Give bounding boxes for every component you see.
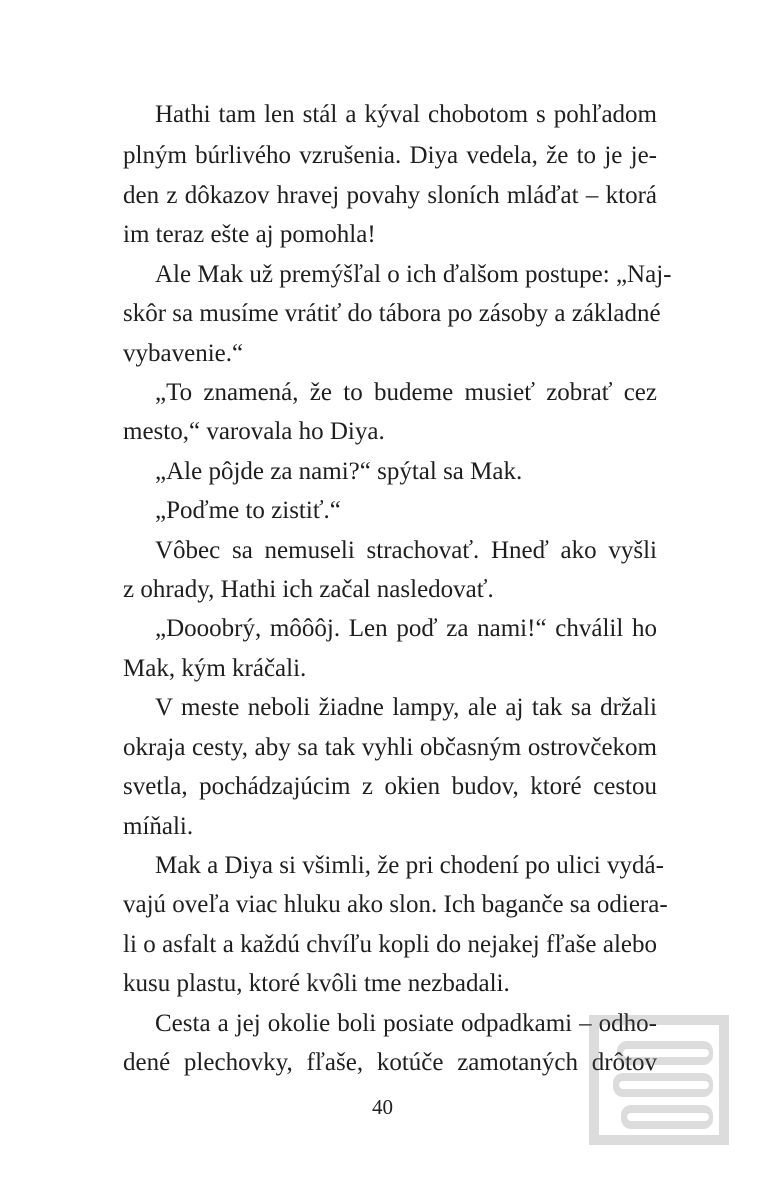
text-line-7: vybavenie.“ [123, 340, 244, 367]
text-line-11: „Poďme to zistiť.“ [155, 497, 341, 524]
book-stack-icon [583, 1011, 735, 1151]
text-line-10: „Ale pôjde za nami?“ spýtal sa Mak. [155, 458, 523, 485]
text-line-21: vajú oveľa viac hluku ako slon. Ich bagančе sa odiera- [123, 891, 668, 918]
text-line-5: Ale Mak už premýšľal o ich ďalšom postupe: „Naj- [155, 261, 672, 288]
text-line-16: V meste neboli žiadne lampy, ale aj tak sa držali [155, 694, 657, 721]
text-line-3: den z dôkazov hravej povahy sloních mláďat – ktorá [123, 182, 657, 209]
text-line-24: Cesta a jej okolie boli posiate odpadkami – odho- [155, 1010, 657, 1037]
text-line-12: Vôbec sa nemuseli strachovať. Hneď ako vyšli [155, 537, 657, 564]
text-line-15: Mak, kým kráčali. [123, 655, 307, 682]
text-line-4: im teraz ešte aj pomohla! [123, 221, 376, 248]
text-line-23: kusu plastu, ktoré kvôli tme nezbadali. [123, 970, 510, 997]
text-line-8: „To znamená, že to budeme musieť zobrať cez [155, 379, 657, 406]
text-line-13: z ohrady, Hathi ich začal nasledovať. [123, 576, 494, 603]
text-line-6: skôr sa musíme vrátiť do tábora po zásoby a základné [123, 300, 661, 327]
text-line-22: li o asfalt a každú chvíľu kopli do nejakej fľaše alebo [123, 931, 657, 958]
text-line-18: svetla, pochádzajúcim z okien budov, ktoré cestou [123, 773, 657, 800]
text-line-20: Mak a Diya si všimli, že pri chodení po ulici vydá- [155, 852, 664, 879]
text-line-1: Hathi tam len stál a kýval chobotom s pohľadom [155, 101, 657, 128]
page-number: 40 [372, 1095, 393, 1119]
text-line-25: dené plechovky, fľaše, kotúče zamotaných drôtov [123, 1049, 657, 1076]
text-line-19: míňali. [123, 813, 194, 840]
text-line-14: „Dooobrý, môôôj. Len poď za nami!“ chválil ho [155, 615, 657, 642]
text-line-2: plným búrlivého vzrušenia. Diya vedela, že to je je- [123, 142, 657, 169]
text-line-17: okraja cesty, aby sa tak vyhli občasným ostrovčekom [123, 734, 657, 761]
text-line-9: mesto,“ varovala ho Diya. [123, 418, 385, 445]
